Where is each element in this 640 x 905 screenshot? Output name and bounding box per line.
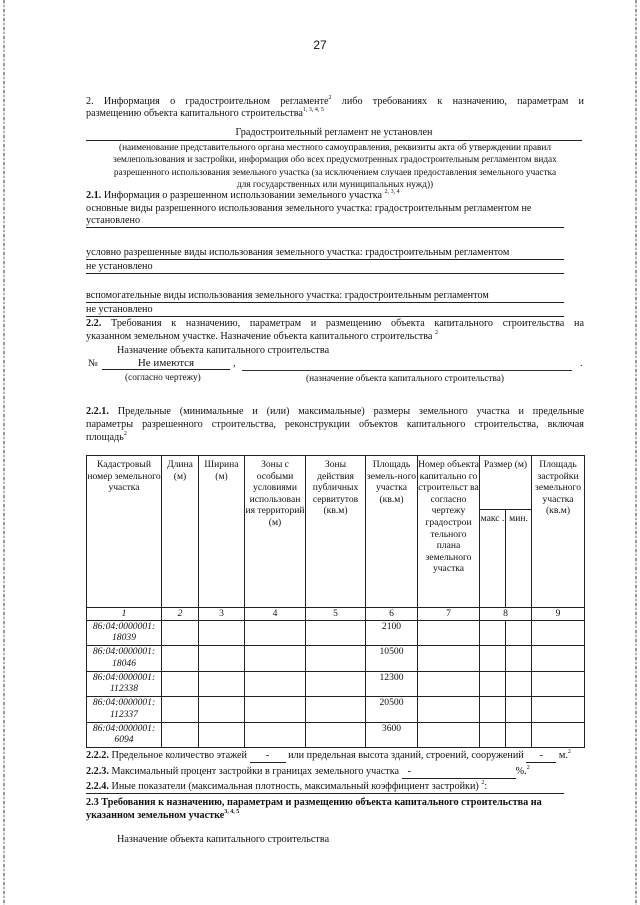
object-number-field: Не имеются [102, 357, 230, 370]
cadastral-number: 86:04:0000001: 112338 [87, 671, 162, 697]
size-max-cell [480, 646, 506, 672]
col-num: 4 [245, 608, 306, 621]
width-cell [199, 671, 245, 697]
header-width: Ширина (м) [199, 456, 245, 608]
col-num: 2 [162, 608, 199, 621]
easement-zones-cell [306, 620, 366, 646]
object-number-cell [418, 671, 480, 697]
section-2-2-3: 2.2.3. Максимальный процент застройки в границах земельного участка - %.$^2$ [86, 765, 530, 777]
cadastral-number: 86:04:0000001: 6094 [87, 722, 162, 748]
section-2-2-1-line3: площадь$^2$ [86, 431, 127, 443]
section-2-heading-line1: 2. Информация о градостроительном регламенте$^2$ либо требованиях к назначению, параметрам и [86, 95, 585, 107]
size-min-cell [506, 671, 532, 697]
plot-area-cell: 2100 [366, 620, 418, 646]
section-2-2-1-line1: 2.2.1. Предельные (минимальные и (или) максимальные) размеры земельного участка и предельные [86, 406, 584, 417]
built-area-cell [532, 620, 585, 646]
col-num: 1 [87, 608, 162, 621]
regulation-value: Градостроительный регламент не установлен [86, 127, 582, 141]
special-zones-cell [245, 646, 306, 672]
size-min-cell [506, 697, 532, 723]
header-object-number: Номер объекта капитально го строительст ва согласно чертежу градострои тельного плана земельного участка [418, 456, 480, 608]
width-cell [199, 646, 245, 672]
easement-zones-cell [306, 697, 366, 723]
header-size-max: макс . [480, 510, 506, 608]
plot-area-cell: 12300 [366, 671, 418, 697]
easement-zones-cell [306, 722, 366, 748]
col-num: 9 [532, 608, 585, 621]
auxiliary-uses-line1: вспомогательные виды использования земельного участка: градостроительным регламентом [86, 290, 564, 303]
comma: , [233, 358, 236, 369]
object-number-cell [418, 646, 480, 672]
plot-area-cell: 20500 [366, 697, 418, 723]
size-max-cell [480, 697, 506, 723]
section-2-2-2: 2.2.2. Предельное количество этажей - или предельная высота зданий, строений, сооружений - м.$^2$ [86, 749, 571, 761]
size-min-cell [506, 722, 532, 748]
table-row [87, 646, 585, 672]
section-2-heading-line2: размещению объекта капитального строительства$^{1, 3, 4, 5}$ [86, 107, 324, 119]
section-2-3-line1: 2.3 Требования к назначению, параметрам и размещению объекта капитального строительства на [86, 797, 542, 808]
length-cell [162, 722, 199, 748]
plot-area-cell: 3600 [366, 722, 418, 748]
auxiliary-uses-line2: не установлено [86, 304, 564, 317]
header-plot-area: Площадь земель-ного участка (кв.м) [366, 456, 418, 608]
easement-zones-cell [306, 671, 366, 697]
col-num: 3 [199, 608, 245, 621]
length-cell [162, 620, 199, 646]
table-row [87, 722, 585, 748]
table-row [87, 671, 585, 697]
header-length: Длина (м) [162, 456, 199, 608]
built-area-cell [532, 722, 585, 748]
caption-number: (согласно чертежу) [125, 373, 201, 383]
section-2-3-line2: указанном земельном участке$^{3, 4, 5}$ [86, 809, 240, 821]
length-cell [162, 646, 199, 672]
plot-parameters-table [86, 455, 585, 748]
size-min-cell [506, 646, 532, 672]
section-2-2-4: 2.2.4. Иные показатели (максимальная плотность, максимальный коэффициент застройки) $^2$: [86, 781, 564, 794]
header-special-zones: Зоны с особыми условиями использован ия территорий (м) [245, 456, 306, 608]
header-cadastral: Кадастровый номер земельного участка [87, 456, 162, 608]
built-area-cell [532, 671, 585, 697]
height-field: - [526, 750, 556, 763]
floors-field: - [250, 750, 286, 763]
special-zones-cell [245, 722, 306, 748]
number-sign: № [88, 358, 98, 369]
col-num: 6 [366, 608, 418, 621]
table-row [87, 697, 585, 723]
object-number-cell [418, 722, 480, 748]
conditional-uses-line1: условно разрешенные виды использования земельного участка: градостроительным регламентом [86, 247, 564, 260]
section-2-3-purpose-label: Назначение объекта капитального строительства [117, 834, 330, 845]
built-area-cell [532, 646, 585, 672]
section-2-2-line1: 2.2. Требования к назначению, параметрам и размещению объекта капитального строительства на [86, 318, 584, 329]
width-cell [199, 722, 245, 748]
section-2-2-1-line2: параметры разрешенного строительства, реконструкции объектов капитального строительства, включая [86, 419, 584, 430]
size-min-cell [506, 620, 532, 646]
object-number-cell [418, 620, 480, 646]
size-max-cell [480, 722, 506, 748]
scan-edge-left [3, 0, 5, 905]
easement-zones-cell [306, 646, 366, 672]
regulation-caption: (наименование представительного органа местного самоуправления, реквизиты акта об утверждении правил землепользования и застройки, информация обо всех предусмотренных градостроительным регламентом видах разрешенного использования земельного участка (за исключением случаев предоставления земельного участка для государственных или муниципальных нужд)) [113, 143, 557, 190]
width-cell [199, 697, 245, 723]
section-2-2-line2: указанном земельном участке. Назначение объекта капитального строительства $^2$ [86, 330, 438, 342]
object-purpose-field [242, 357, 572, 371]
size-max-cell [480, 620, 506, 646]
col-num: 8 [480, 608, 532, 621]
header-easement-zones: Зоны действия публичных сервитутов (кв.м) [306, 456, 366, 608]
cadastral-number: 86:04:0000001: 18039 [87, 620, 162, 646]
page-number: 27 [313, 38, 327, 52]
main-uses-line2: установлено [86, 215, 564, 228]
period: . [580, 358, 583, 369]
special-zones-cell [245, 671, 306, 697]
plot-area-cell: 10500 [366, 646, 418, 672]
header-built-area: Площадь застройки земельного участка (кв.м) [532, 456, 585, 608]
build-percent-field: - [402, 766, 516, 779]
column-number-row [87, 608, 585, 621]
col-num: 5 [306, 608, 366, 621]
length-cell [162, 671, 199, 697]
section-2-1-heading: 2.1. Информация о разрешенном использовании земельного участка $^{2, 3, 4}$ [86, 189, 400, 201]
cadastral-number: 86:04:0000001: 18046 [87, 646, 162, 672]
special-zones-cell [245, 697, 306, 723]
scan-edge-right [635, 0, 637, 905]
table-row [87, 620, 585, 646]
length-cell [162, 697, 199, 723]
conditional-uses-line2: не установлено [86, 261, 564, 274]
special-zones-cell [245, 620, 306, 646]
caption-purpose: (назначение объекта капитального строительства) [306, 374, 504, 384]
width-cell [199, 620, 245, 646]
header-size: Размер (м) [480, 456, 532, 510]
size-max-cell [480, 671, 506, 697]
object-number-cell [418, 697, 480, 723]
col-num: 7 [418, 608, 480, 621]
built-area-cell [532, 697, 585, 723]
cadastral-number: 86:04:0000001: 112337 [87, 697, 162, 723]
purpose-label: Назначение объекта капитального строительства [117, 345, 330, 356]
main-uses-line1: основные виды разрешенного использования земельного участка: градостроительным регламентом не [86, 203, 532, 214]
header-size-min: мин. [506, 510, 532, 608]
